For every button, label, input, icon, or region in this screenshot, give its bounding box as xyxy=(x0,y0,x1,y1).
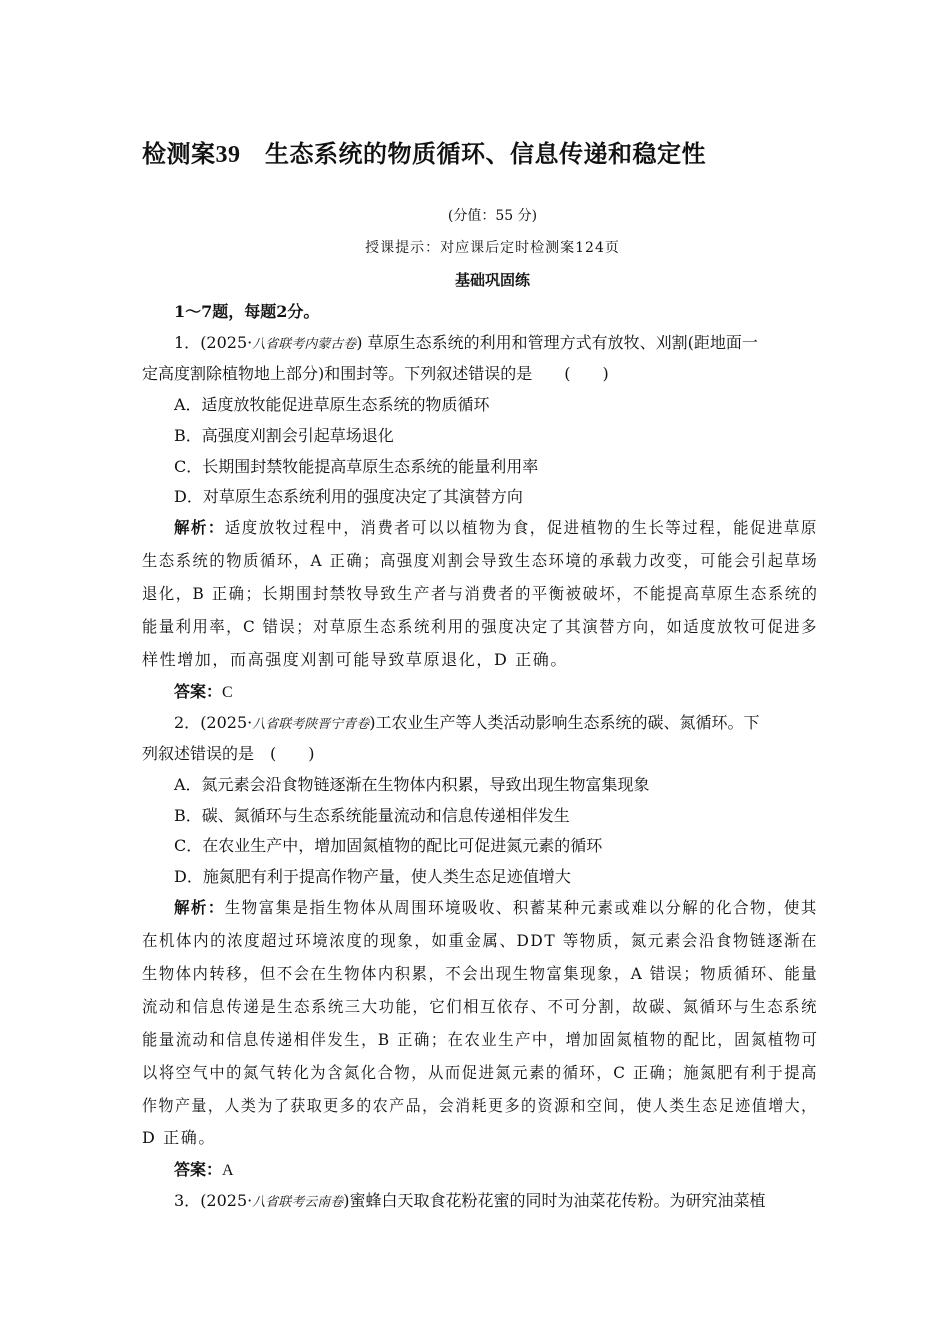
q2-analysis-line: 以将空气中的氮气转化为含氮化合物，从而促进氮元素的循环，C 正确；施氮肥有利于提高 xyxy=(142,1063,818,1082)
q2-option-d: D．施氮肥有利于提高作物产量，使人类生态足迹值增大 xyxy=(174,867,571,886)
q1-analysis-line: 能量利用率，C 错误；对草原生态系统利用的强度决定了其演替方向，如适度放牧可促进多 xyxy=(142,617,818,636)
instructions: 1～7题，每题2分。 xyxy=(174,302,320,321)
q2-analysis-line: 解析：生物富集是指生物体从周围环境吸收、积蓄某种元素或难以分解的化合物，使其 xyxy=(174,898,818,917)
q1-analysis-line: 退化，B 正确；长期围封禁牧导致生产者与消费者的平衡被破坏，不能提高草原生态系统的 xyxy=(142,584,819,603)
title-prefix: 检测案 xyxy=(142,139,216,168)
teaching-hint: 授课提示：对应课后定时检测案124页 xyxy=(365,240,620,256)
q1-option-c: C．长期围封禁牧能提高草原生态系统的能量利用率 xyxy=(174,457,539,476)
q1-option-a: A．适度放牧能促进草原生态系统的物质循环 xyxy=(174,395,490,414)
q2-option-c: C．在农业生产中，增加固氮植物的配比可促进氮元素的循环 xyxy=(174,836,603,855)
title-number: 39 xyxy=(215,142,241,168)
q1-stem-line-2: 定高度割除植物地上部分)和围封等。下列叙述错误的是 ( ) xyxy=(142,364,609,383)
q1-option-d: D．对草原生态系统利用的强度决定了其演替方向 xyxy=(174,487,523,506)
section-title: 基础巩固练 xyxy=(454,271,530,289)
q2-analysis-line: 生物体内转移，但不会在生物体内积累，不会出现生物富集现象，A 错误；物质循环、能量 xyxy=(142,964,819,983)
q1-option-b: B．高强度刈割会引起草场退化 xyxy=(174,426,394,445)
q2-analysis-line: 流动和信息传递是生态系统三大功能，它们相互依存、不可分割，故碳、氮循环与生态系统 xyxy=(142,997,818,1016)
q1-analysis-line: 解析：适度放牧过程中，消费者可以以植物为食，促进植物的生长等过程，能促进草原 xyxy=(174,518,818,537)
q2-analysis-label: 解析： xyxy=(174,898,225,917)
q1-source: 八省联考内蒙古卷 xyxy=(252,337,357,352)
q2-answer: 答案：A xyxy=(174,1160,234,1179)
q2-analysis-line: 作物产量，人类为了获取更多的农产品，会消耗更多的资源和空间，使人类生态足迹值增大， xyxy=(142,1096,818,1115)
q3-source: 八省联考云南卷 xyxy=(252,1195,344,1210)
q1-answer: 答案：C xyxy=(174,682,233,701)
q1-analysis-line: 样性增加，而高强度刈割可能导致草原退化，D 正确。 xyxy=(142,650,568,669)
q2-option-b: B．碳、氮循环与生态系统能量流动和信息传递相伴发生 xyxy=(174,806,570,825)
q2-analysis-line: D 正确。 xyxy=(142,1128,216,1147)
q1-analysis-label: 解析： xyxy=(174,518,225,537)
q2-option-a: A．氮元素会沿食物链逐渐在生物体内积累，导致出现生物富集现象 xyxy=(174,775,650,794)
q3-stem-line-1: 3．(2025·八省联考云南卷)蜜蜂白天取食花粉花蜜的同时为油菜花传粉。为研究油菜植 xyxy=(174,1191,766,1210)
page-title xyxy=(142,134,706,169)
q2-analysis-line: 能量流动和信息传递相伴发生，B 正确；在农业生产中，增加固氮植物的配比，固氮植物可 xyxy=(142,1030,819,1049)
q2-stem-line-2: 列叙述错误的是 ( ) xyxy=(142,744,315,763)
q1-analysis-line: 生态系统的物质循环，A 正确；高强度刈割会导致生态环境的承载力改变，可能会引起草场 xyxy=(142,551,819,570)
q2-source: 八省联考陕晋宁青卷 xyxy=(252,717,370,732)
title-text: 生态系统的物质循环、信息传递和稳定性 xyxy=(265,139,706,168)
q1-stem-line-1: 1．(2025·八省联考内蒙古卷) 草原生态系统的利用和管理方式有放牧、刈割(距地面一 xyxy=(174,333,758,352)
q2-analysis-line: 在机体内的浓度超过环境浓度的现象，如重金属、DDT 等物质，氮元素会沿食物链逐渐在 xyxy=(142,931,819,950)
score-note: (分值：55 分) xyxy=(447,208,538,224)
q2-stem-line-1: 2．(2025·八省联考陕晋宁青卷)工农业生产等人类活动影响生态系统的碳、氮循环。下 xyxy=(174,713,760,732)
